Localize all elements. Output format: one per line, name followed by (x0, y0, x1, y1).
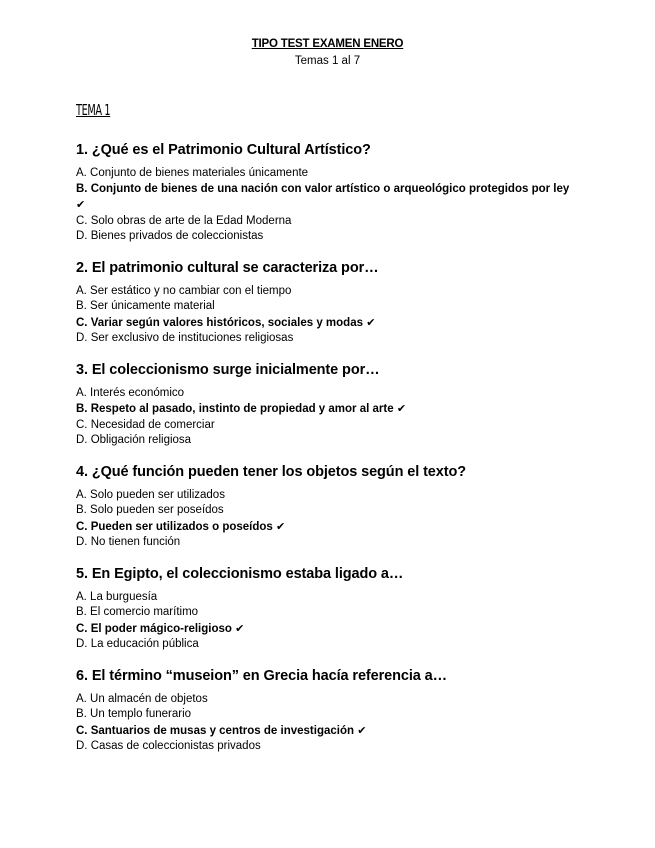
question-1 (76, 141, 576, 245)
answer-option (76, 739, 576, 755)
question-list (76, 141, 576, 769)
answer-option (76, 692, 576, 708)
check-mark-icon: ✔ (357, 723, 367, 737)
option-text: C. Santuarios de musas y centros de investigación (76, 724, 355, 737)
answer-option (76, 331, 576, 347)
question-title: 5. En Egipto, el coleccionismo estaba ligado a… (76, 565, 404, 582)
answer-option (76, 418, 576, 434)
answer-option (76, 214, 576, 230)
correct-answer-option (76, 182, 576, 214)
answer-option (76, 433, 576, 449)
option-text: B. El comercio marítimo (76, 606, 199, 618)
correct-answer-option (76, 723, 576, 740)
option-text: C. Variar según valores históricos, sociales y modas (76, 316, 363, 329)
option-list (76, 488, 576, 551)
option-text: C. El poder mágico-religioso (76, 622, 232, 635)
check-mark-icon: ✔ (366, 315, 376, 329)
question-title: 6. El término “museion” en Grecia hacía referencia a… (76, 667, 448, 684)
check-mark-icon: ✔ (396, 402, 407, 415)
question-title: 1. ¿Qué es el Patrimonio Cultural Artístico? (76, 142, 371, 158)
question-4 (76, 463, 576, 551)
question-3 (76, 361, 576, 449)
option-text: A. Ser estático y no cambiar con el tiempo (76, 284, 292, 297)
document-subtitle: Temas 1 al 7 (294, 55, 361, 67)
option-text: A. Interés económico (76, 386, 185, 399)
option-list (76, 692, 576, 755)
question-title: 3. El coleccionismo surge inicialmente por… (76, 361, 380, 378)
answer-option (76, 299, 576, 315)
question-6 (76, 667, 576, 755)
answer-option (76, 605, 576, 621)
answer-option (76, 229, 576, 245)
option-text: D. Obligación religiosa (76, 434, 192, 446)
answer-option (76, 535, 576, 551)
correct-answer-option (76, 315, 576, 332)
option-text: C. Necesidad de comerciar (76, 418, 215, 431)
option-text: D. Casas de coleccionistas privados (76, 740, 261, 752)
option-list (76, 590, 576, 653)
option-text: A. Un almacén de objetos (76, 692, 208, 705)
question-title: 4. ¿Qué función pueden tener los objetos según el texto? (76, 463, 466, 480)
question-title: 2. El patrimonio cultural se caracteriza por… (76, 259, 379, 276)
answer-option (76, 386, 576, 402)
answer-option (76, 166, 576, 182)
option-list (76, 386, 576, 449)
answer-option (76, 488, 576, 504)
option-text: B. Respeto al pasado, instinto de propiedad y amor al arte (76, 403, 394, 415)
option-text: A. Solo pueden ser utilizados (76, 488, 225, 501)
answer-option (76, 503, 576, 519)
option-text: B. Ser únicamente material (76, 300, 215, 312)
check-mark-icon: ✔ (276, 519, 286, 533)
correct-answer-option (76, 621, 576, 638)
question-2 (76, 259, 576, 347)
option-text: B. Un templo funerario (76, 708, 192, 720)
correct-answer-option (76, 401, 576, 418)
option-text: D. Ser exclusivo de instituciones religiosas (76, 332, 294, 344)
option-text: B. Conjunto de bienes de una nación con valor artístico o arqueológico protegidos por ley (76, 182, 570, 195)
answer-option (76, 284, 576, 300)
check-mark-icon: ✔ (76, 198, 86, 211)
option-text: D. No tienen función (76, 536, 181, 548)
question-5 (76, 565, 576, 653)
document-title: TIPO TEST EXAMEN ENERO (251, 38, 404, 50)
option-text: C. Pueden ser utilizados o poseídos (76, 520, 273, 533)
option-list (76, 166, 576, 245)
option-text: D. La educación pública (76, 638, 199, 650)
correct-answer-option (76, 519, 576, 536)
section-heading: TEMA 1 (76, 101, 111, 119)
answer-option (76, 637, 576, 653)
option-text: A. Conjunto de bienes materiales únicamente (76, 167, 309, 179)
option-text: A. La burguesía (76, 590, 158, 603)
answer-option (76, 707, 576, 723)
option-text: D. Bienes privados de coleccionistas (76, 230, 264, 242)
answer-option (76, 590, 576, 606)
check-mark-icon: ✔ (235, 621, 245, 635)
option-text: C. Solo obras de arte de la Edad Moderna (76, 214, 292, 227)
option-text: B. Solo pueden ser poseídos (76, 504, 224, 516)
option-list (76, 284, 576, 347)
